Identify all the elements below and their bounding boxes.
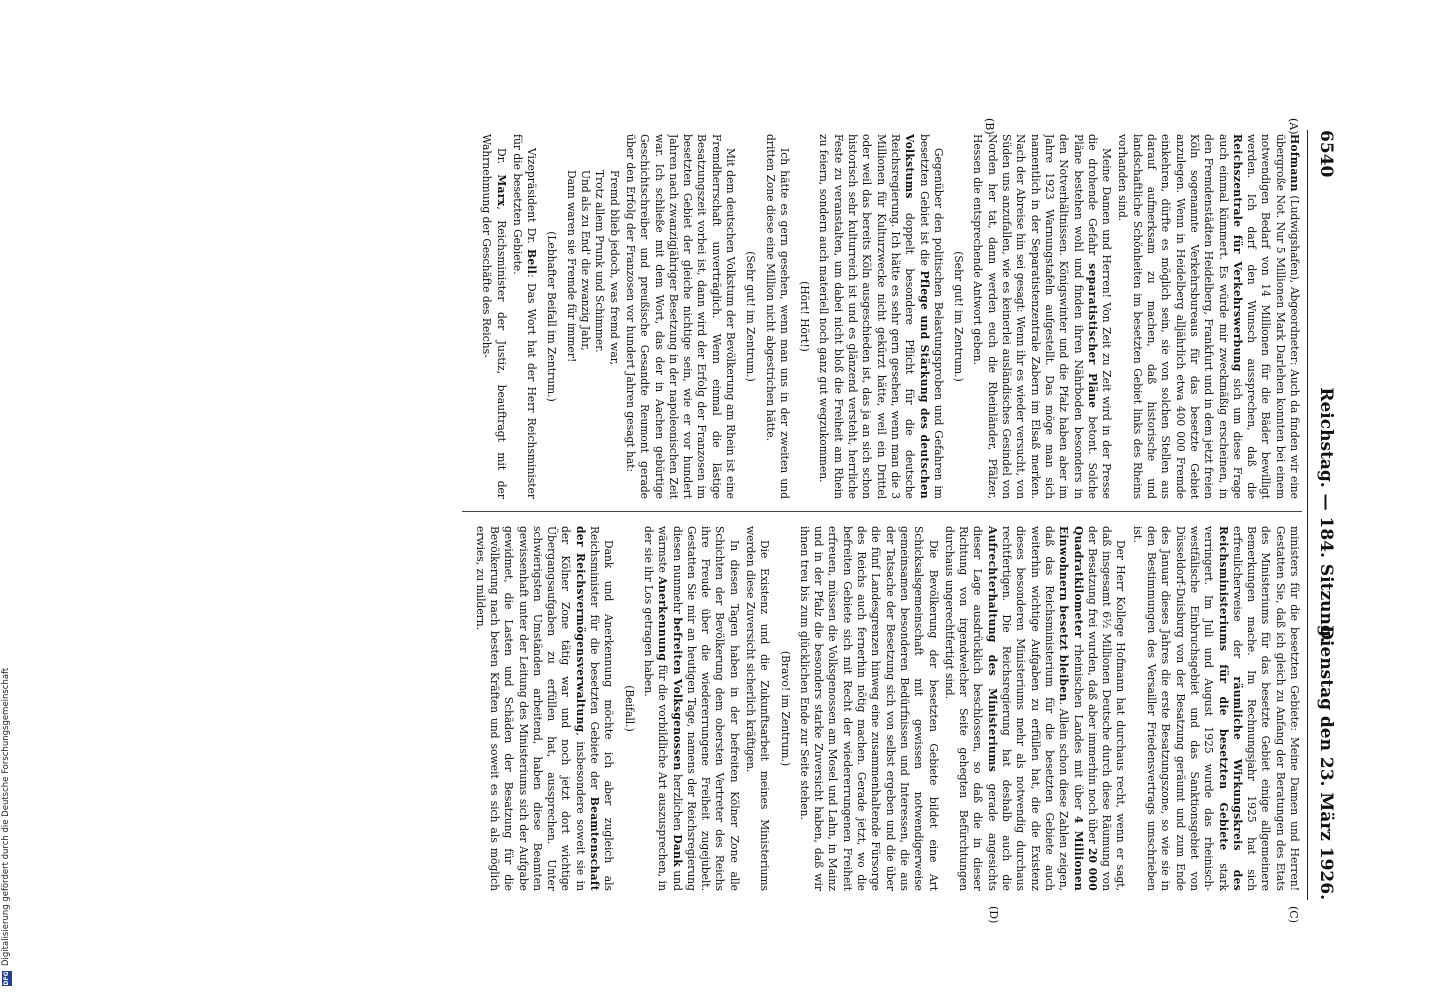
paragraph <box>641 526 741 891</box>
text: Auch da finden wir eine übergroße Not. Nur 5 Millionen Mark Darlehen konnten bei einem notwendigen Bedarf von 14 Millionen für die Bäder bewilligt werden. Ich darf den Wunsch aussprechen, daß die <box>1245 134 1301 499</box>
text: gerade angesichts dieser Lage ausdrücklich beschlossen, so daß die in dieser Richtung von irgendwelcher Seite gehegten Befürchtungen durchaus ungerechtfertigt sind. <box>942 526 999 891</box>
emphasis: separatistischer Pläne <box>1085 263 1099 409</box>
emphasis: Reichszentrale für Verkehrswerbung <box>1230 134 1244 372</box>
text: betont. Solche Pläne bestehen wohl und finden ihren Nährboden besonders in den Notverhältnissen. Königswinter und die Pfalz haben aber im Jahre 1923 Warnungstafeln aufgestellt. Das möge man sich namentlich in der Separatistenzentrale Zabern im Elsaß merken. Nach der Abreise hin sei gesagt: Wenn ihr es wieder versucht, von Süden uns anzufallen, wie es keinerlei ausländisches Gesindel von Norden her tat, dann werden euch die Rheinländer, Pfälzer, Hessen die entsprechende Antwort geben. <box>971 134 1099 499</box>
emphasis: 20 000 Quadratkilometer <box>1071 526 1099 891</box>
text: Vizepräsident Dr. <box>525 148 539 249</box>
margin-marker-b: (B) <box>983 118 996 135</box>
text: rheinischen Landes mit über <box>1071 637 1085 816</box>
footer-text: Digitalisierung gefördert durch die Deutsche Forschungsgemeinschaft <box>1 667 11 966</box>
text: . Allein schon diese Zahlen zeigen, daß das Reichsministerium für die besetzten Gebiete auch weiterhin wichtige Aufgaben zu erfüllen hat, die die Existenz dieses besonderen Ministeriums mehr als notwendig durchaus rechtfertigen. Die Reichsregierung hat deshalb auch die <box>1000 526 1071 891</box>
margin-marker-a: (A) <box>1287 118 1300 135</box>
interjection: (Lebhafter Beifall im Zentrum.) <box>545 231 559 402</box>
margin-marker-d: (D) <box>987 906 1000 924</box>
verse-line: Dann waren sie Fremde für immer! <box>564 170 578 363</box>
verse-line: Fremd blieb jedoch, was fremd war, <box>607 170 621 366</box>
emphasis: räumliche Wirkungskreis des Reichsministeriums für die besetzten Gebiete <box>1216 526 1244 891</box>
paragraph <box>1115 134 1301 499</box>
right-column <box>461 526 1301 891</box>
speaker-name: Marx <box>494 174 508 207</box>
interjection: (Beifall.) <box>622 685 636 732</box>
left-column <box>461 134 1301 499</box>
paragraph: Mit dem deutschen Volkstum der Bevölkerung am Rhein ist eine Fremdherrschaft unverträglich. Wenn einmal die lästige Besatzungszeit vorbei ist, dann wird der Erfolg der Franzosen im besetzten Gebiet der gleiche nichtige sein, wie er vor hundert Jahren nach zwanzigjähriger Besetzung in der napoleonischen Zeit war. Ich schließe mit dem Wort, das der in Aachen gebürtige Geschichtschreiber und preußische Gesandte Reumont gerade über den Erfolg der Franzosen vor hundert Jahren gesagt hat: <box>623 134 738 499</box>
text: ministers für die besetzten Gebiete: Meine Damen und Herren! Gestatten Sie, daß ich gleich zu Anfang der Beratungen des Etats des Ministeriums für das besetzte Gebiet einige allgemeinere Bemerkungen mache. Im Rechnungsjahr 1925 hat sich erfreulicherweise der <box>1230 526 1301 891</box>
text: In diesen Tagen haben in der befreiten Kölner Zone alle Schichten der Bevölkerung dem obersten Vertreter des Reichs ihre Freude über die wiedererrungene Freiheit zugejubelt. Gestatten Sie mir an heutigen Tage, namens der Reichsregierung diesen nunmehr <box>670 526 741 891</box>
dfg-logo: DFG <box>3 971 10 986</box>
paragraph: Die Bevölkerung der besetzten Gebiete bildet eine Art Schicksalsgemeinschaft mit gewissen notwendigerweise gemeinsamen besonderen Bedürfnissen und Interessen, die aus der Tatsache der Besetzung sich von selbst ergeben und die über die fünf Landesgrenzen hinweg eine zusammenhaltende Fürsorge des Reichs auch fernerhin nötig machen. Gerade jetzt, wo die befreiten Gebiete sich mit Recht der wiedererrungenen Freiheit erfreuen, müssen die Volksgenossen am Mosel und Lahn, in Mainz und in der Pfalz die besonders starke Zuversicht haben, daß wir ihnen treu bis zum glücklichen Ende zur Seite stehen. <box>797 526 940 891</box>
interjection: (Sehr gut! im Zentrum.) <box>952 251 966 382</box>
text: doppelt besondere Pflicht für die deutsche Reichsregierung. Ich hätte es sehr gern gesehen, wenn man die 3 Millionen für Kulturzwecke nicht gekürzt hätte, weil ein Drittel oder weil das bereits Köln ausgeschieden ist, das ja an sich schon historisch sehr kulturreich ist und es glänzend versteht, herrliche Feste zu veranstalten, um dabei nicht bloß die Freiheit am Rhein zu feiern, sondern auch materiell noch ganz gut wegzukommen. <box>817 134 917 499</box>
text: Der Herr Kollege Hofmann hat durchaus recht, wenn er sagt, daß insgesamt 6½ Millionen Deutsche durch diese Räumung von der Besatzung frei wurden, daß aber immerhin noch über <box>1085 526 1128 891</box>
text: Dr. <box>494 148 508 175</box>
speaker-meta: (Ludwigshafen), Abgeordneter: <box>1288 191 1301 366</box>
text: : Das Wort hat der Herr Reichsminister für die besetzten Gebiete. <box>510 134 539 499</box>
page-number: 6540 <box>1316 130 1336 178</box>
text: stark verringert. Im Juli und August 1925 wurde das rheinisch-westfälische Einbruchsgebiet und das Sanktionsgebiet von Düsseldorf-Duisburg von der Besatzung geräumt und zum Ende des Januar dieses Jahres die erste Besatzungszone, so wie sie in den Bestimmungen des Versailler Friedensvertrags umschrieben ist. <box>1130 526 1230 891</box>
emphasis: Pflege und Stärkung des deutschen Volkstums <box>903 134 931 499</box>
paragraph <box>510 134 539 499</box>
verse-line: Und als zu End' die zwanzig Jahr, <box>579 170 593 351</box>
emphasis: Anerkennung <box>656 576 670 661</box>
paragraph: Die Existenz und die Zukunftsarbeit meines Ministeriums werden diese Zuversicht sicherlich kräftigen. <box>744 526 772 891</box>
interjection: (Sehr gut! im Zentrum.) <box>744 251 758 382</box>
paragraph: Ich hätte es gern gesehen, wenn man uns in der zweiten und dritten Zone diese eine Million nicht abgestrichen hätte. <box>763 134 791 499</box>
text: für die vorbildliche Art auszusprechen, in der sie ihr Los getragen haben. <box>641 526 670 891</box>
text: Meine Damen und Herren! Von Zeit zu Zeit wird in der Presse die drohende Gefahr <box>1085 134 1114 499</box>
header-rule <box>1307 130 1308 900</box>
text: und wärmste <box>656 526 684 891</box>
verse-line: Trotz allem Prunk und Schimmer. <box>593 170 607 353</box>
text: herzlichen <box>670 770 684 835</box>
speaker-name: Bell <box>525 248 539 275</box>
emphasis: Aufrechterhaltung des Ministeriums <box>985 526 999 773</box>
paragraph <box>970 134 1113 499</box>
margin-marker-c: (C) <box>1287 906 1300 923</box>
emphasis: 4 Millionen Einwohnern besetzt bleiben <box>1057 526 1085 891</box>
session-date: Dienstag den 23. März 1926. <box>1316 625 1336 900</box>
speaker-name: Hofmann <box>1288 134 1301 192</box>
page-header <box>1310 130 1336 900</box>
digitization-footer <box>0 0 14 986</box>
emphasis: Dank <box>670 834 684 867</box>
text: sich um diese Frage auch einmal kümmert. Es würde mir zweckmäßig erscheinen, in den Fremdenstädten Heidelberg, Frankfurt und in dem jetzt freien Köln sogenannte Verkehrsbureaus für das besetzte Gebiet anzulegen. Wenn in Heidelberg alljährlich etwa 400 000 Fremde einkehren, dürfte es möglich sein, sie von solchen Stellen aus darauf aufmerksam zu machen, daß historische und landschaftliche Schönheiten im besetzten Gebiet links des Rheins vorhanden sind. <box>1116 134 1244 499</box>
text: Dank und Anerkennung möchte ich aber zugleich als Reichsminister für die besetzten Gebiete der <box>588 526 616 891</box>
paragraph <box>942 526 1128 891</box>
paragraph <box>1129 526 1301 891</box>
text: , Reichsminister der Justiz, beauftragt mit der Wahrnehmung der Geschäfte des Reichs- <box>480 134 508 499</box>
emphasis: befreiten Volksgenossen <box>670 617 684 771</box>
paragraph <box>479 134 508 499</box>
paragraph <box>472 526 615 891</box>
column-divider <box>462 511 1302 512</box>
text: Gegenüber den politischen Belastungsproben und Gefahren im besetzten Gebiet ist die <box>917 134 945 499</box>
emphasis: Beamtenschaft der Reichsvermögensverwaltung <box>573 526 602 891</box>
interjection: (Bravo! im Zentrum.) <box>778 650 792 767</box>
interjection: (Hört! Hört!) <box>798 281 812 352</box>
session-title: Reichstag. — 184. Sitzung. <box>1316 387 1336 643</box>
text: , insbesondere soweit sie in der Kölner Zone tätig war und noch jetzt dort wichtige Übergangsaufgaben zu erfüllen hat, aussprechen. Unter schwierigsten Umständen arbeitend, haben diese Beamten gewissenhaft unter der Leitung des Ministeriums sich der Aufgabe gewidmet, die Lasten und Schäden der Besatzung für die Bevölkerung nach besten Kräften und soweit es sich als möglich erwies, zu mildern. <box>473 526 587 891</box>
paragraph <box>816 134 945 499</box>
